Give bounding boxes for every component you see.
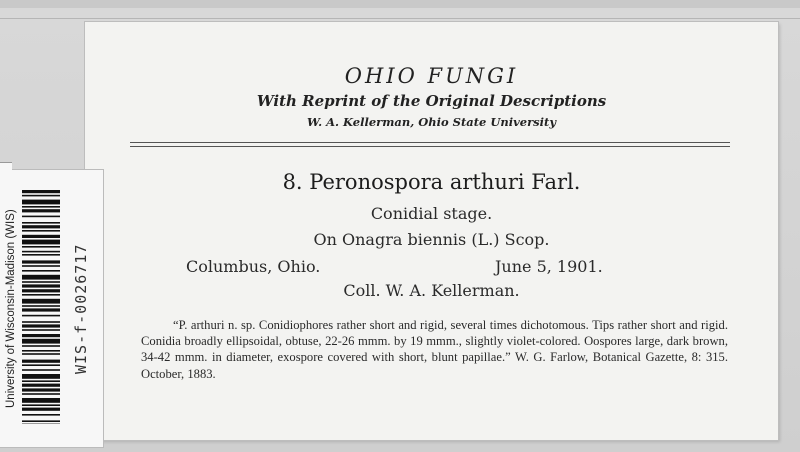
barcode-bar [22, 275, 60, 280]
barcode-bar [22, 408, 60, 411]
barcode-bar [22, 353, 60, 355]
barcode-bar [22, 404, 60, 406]
barcode-bar [22, 225, 60, 228]
barcode-bar [22, 345, 60, 347]
barcode-bar [22, 299, 60, 304]
barcode-bar [22, 384, 60, 387]
specimen-label [85, 22, 778, 440]
barcode-bar [22, 334, 60, 337]
host-text: On Onagra biennis (L.) Scop. [313, 230, 550, 249]
barcode-bar [22, 195, 60, 197]
barcode-bar [22, 254, 60, 256]
original-description: “P. arthuri n. sp. Conidiophores rather short and rigid, several times dichotomous. Tips rather short and rigid. Conidia broadly ellipsoidal, obtuse, 22-26 mmm. by 19 mmm., slightly violet-colored. Oospores large, dark brown, 34-42 mmm. in diameter, exospore covered with short, blunt papillae.” W. G. Farlow, Botanical Gazette, 8: 315. October, 1883. [141, 318, 728, 381]
stage-text: Conidial stage. [370, 204, 493, 223]
barcode-bar [22, 260, 60, 263]
barcode-bar [22, 200, 60, 205]
label-subtitle: With Reprint of the Original Descriptions [256, 92, 607, 110]
barcode-bar [22, 294, 60, 296]
barcode-bar [22, 380, 60, 382]
barcode-bar [22, 251, 60, 253]
barcode-bar [22, 388, 60, 391]
barcode-bar [22, 393, 60, 395]
barcode-bar [22, 364, 60, 366]
barcode-bar [22, 270, 60, 272]
institution-text: University of Wisconsin-Madison (WIS) [5, 209, 17, 408]
barcode-bar [22, 350, 60, 352]
barcode-bar [22, 235, 60, 238]
barcode-bar [22, 374, 60, 379]
barcode-bar [22, 369, 60, 371]
species-name: 8. Peronospora arthuri Farl. [282, 170, 581, 194]
barcode-bar [22, 420, 60, 422]
barcode-bar [22, 240, 60, 245]
barcode-bar [22, 246, 60, 248]
collection-date: June 5, 1901. [495, 257, 603, 276]
barcode-bar [22, 206, 60, 208]
divider-rule-top [130, 142, 730, 143]
barcode-bar [22, 190, 60, 193]
divider-rule-bottom [130, 146, 730, 147]
barcode-bar [22, 414, 60, 416]
barcode-bar [22, 339, 60, 344]
series-title: OHIO FUNGI [344, 64, 519, 88]
barcode-bar [22, 360, 60, 363]
barcode-bar [22, 265, 60, 267]
barcode-bar [22, 216, 60, 218]
barcode-bar [22, 230, 60, 232]
barcode-bar [22, 289, 60, 292]
barcode-bar [22, 308, 60, 311]
barcode-bar [22, 329, 60, 331]
barcode-bar [22, 222, 60, 224]
barcode-bar [22, 321, 60, 323]
barcode-bar [22, 315, 60, 317]
barcode-bars [22, 190, 60, 424]
barcode-label [0, 170, 103, 447]
barcode-bar [22, 398, 60, 403]
collector-text: Coll. W. A. Kellerman. [343, 281, 520, 300]
barcode-bar [22, 324, 60, 327]
barcode-bar [22, 209, 60, 212]
barcode-bar [22, 284, 60, 287]
sheet-edge [0, 18, 800, 19]
author-line: W. A. Kellerman, Ohio State University [307, 115, 556, 129]
barcode-bar [22, 281, 60, 283]
catalog-number: WIS-f-0026717 [72, 243, 90, 374]
locality-text: Columbus, Ohio. [186, 257, 321, 276]
barcode-bar [22, 305, 60, 307]
